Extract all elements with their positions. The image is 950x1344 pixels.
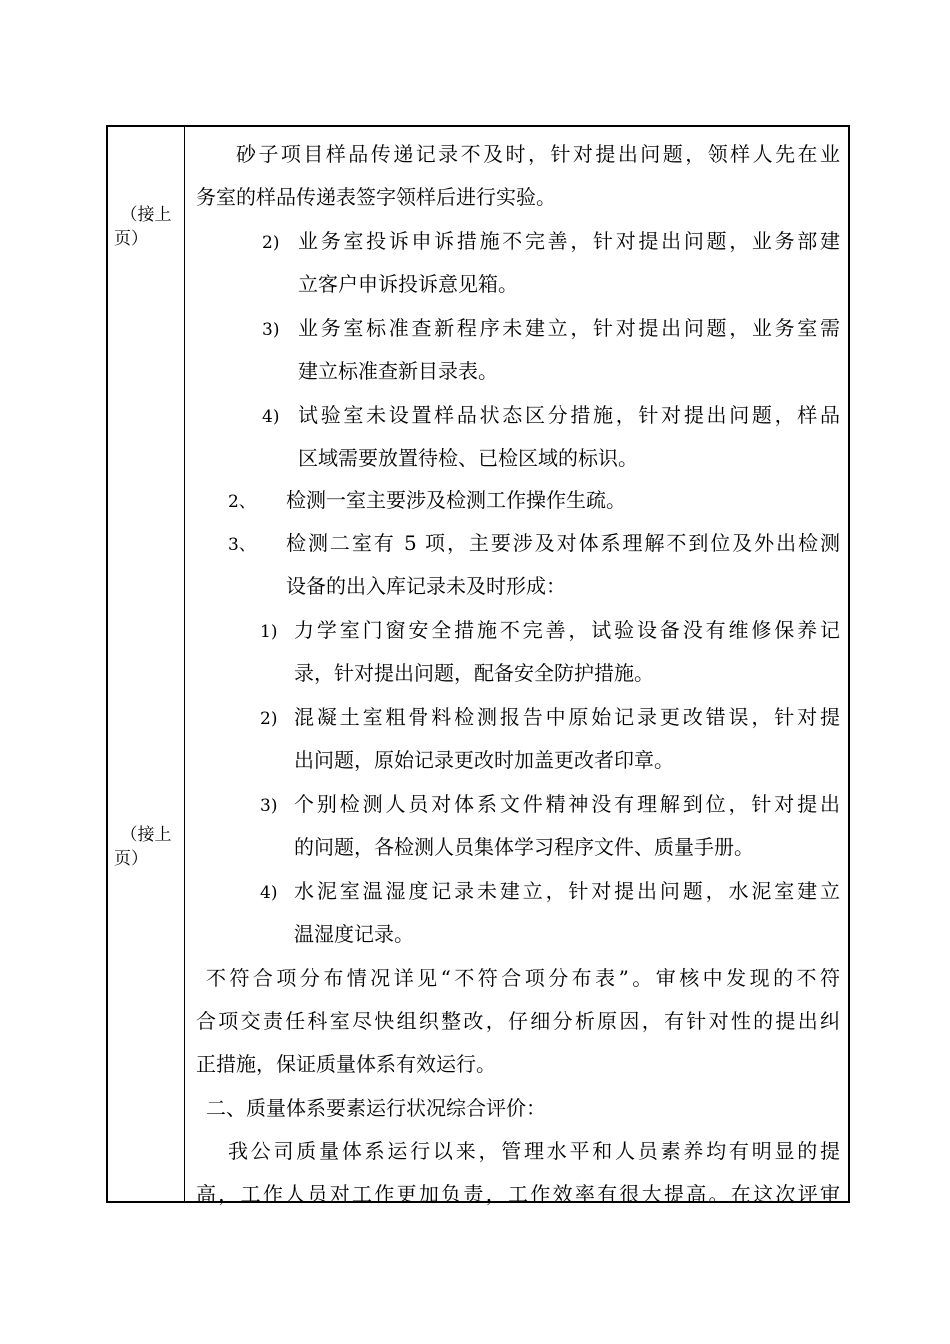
list-item-line: 水泥室温湿度记录未建立，针对提出问题，水泥室建立 bbox=[294, 879, 840, 903]
list-number: 3) bbox=[262, 320, 280, 340]
list-number: 2) bbox=[262, 233, 280, 253]
list-item-line: 温湿度记录。 bbox=[294, 922, 414, 946]
column-divider bbox=[184, 127, 185, 1201]
paragraph-line: 砂子项目样品传递记录不及时，针对提出问题，领样人先在业 bbox=[236, 142, 840, 166]
list-number: 3) bbox=[260, 796, 278, 816]
section-line: 检测一室主要涉及检测工作操作生疏。 bbox=[286, 488, 626, 512]
section-line: 检测二室有 5 项，主要涉及对体系理解不到位及外出检测 bbox=[286, 531, 840, 555]
list-item-line: 试验室未设置样品状态区分措施，针对提出问题，样品 bbox=[298, 403, 840, 427]
list-item-line: 力学室门窗安全措施不完善，试验设备没有维修保养记 bbox=[294, 618, 840, 642]
side-label-continued-1: （接上 页） bbox=[114, 205, 172, 249]
side-label-continued-2: （接上 页） bbox=[114, 825, 172, 869]
section-line: 设备的出入库记录未及时形成： bbox=[286, 574, 566, 598]
list-item-line: 业务室投诉申诉措施不完善，针对提出问题，业务部建 bbox=[298, 229, 840, 253]
paragraph-line: 高，工作人员对工作更加负责，工作效率有很大提高。在这次评审 bbox=[196, 1182, 840, 1206]
list-item-line: 区域需要放置待检、已检区域的标识。 bbox=[298, 446, 638, 470]
paragraph-line: 我公司质量体系运行以来，管理水平和人员素养均有明显的提 bbox=[228, 1139, 840, 1163]
list-item-line: 混凝土室粗骨料检测报告中原始记录更改错误，针对提 bbox=[294, 705, 840, 729]
list-number: 1) bbox=[260, 622, 278, 642]
list-item-line: 录，针对提出问题，配备安全防护措施。 bbox=[294, 661, 654, 685]
section-number: 2、 bbox=[228, 492, 256, 512]
list-number: 2) bbox=[260, 709, 278, 729]
list-number: 4) bbox=[262, 407, 280, 427]
list-number: 4) bbox=[260, 883, 278, 903]
section-heading: 二、质量体系要素运行状况综合评价： bbox=[206, 1096, 546, 1120]
paragraph-line: 务室的样品传递表签字领样后进行实验。 bbox=[196, 185, 556, 209]
list-item-line: 立客户申诉投诉意见箱。 bbox=[298, 272, 518, 296]
paragraph-line: 不符合项分布情况详见“不符合项分布表”。审核中发现的不符 bbox=[206, 966, 840, 990]
list-item-line: 出问题，原始记录更改时加盖更改者印章。 bbox=[294, 748, 674, 772]
paragraph-line: 合项交责任科室尽快组织整改，仔细分析原因，有针对性的提出纠 bbox=[196, 1009, 840, 1033]
paragraph-line: 正措施，保证质量体系有效运行。 bbox=[196, 1052, 496, 1076]
list-item-line: 建立标准查新目录表。 bbox=[298, 359, 498, 383]
section-number: 3、 bbox=[228, 535, 256, 555]
document-table bbox=[106, 125, 850, 1206]
list-item-line: 业务室标准查新程序未建立，针对提出问题，业务室需 bbox=[298, 316, 840, 340]
list-item-line: 个别检测人员对体系文件精神没有理解到位，针对提出 bbox=[294, 792, 840, 816]
list-item-line: 的问题，各检测人员集体学习程序文件、质量手册。 bbox=[294, 835, 754, 859]
